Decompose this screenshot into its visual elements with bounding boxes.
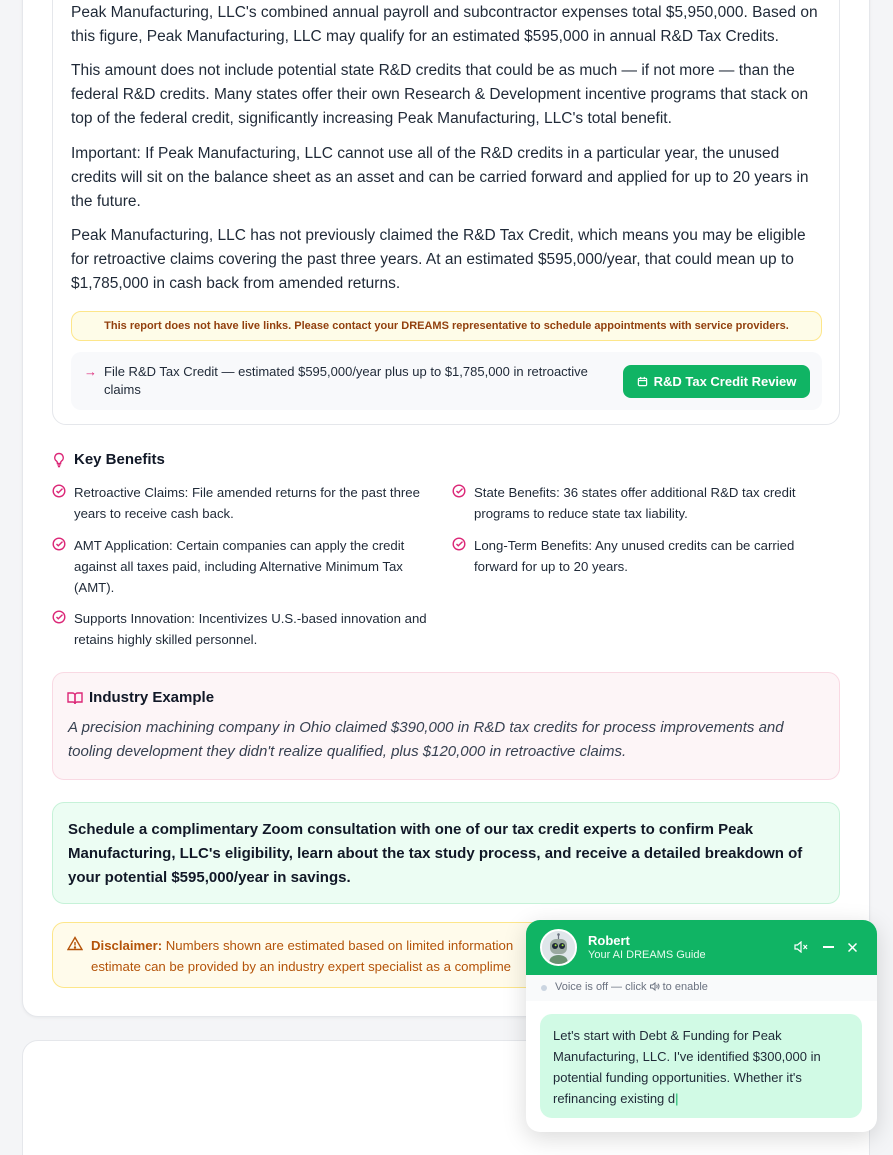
benefit-item: Long-Term Benefits: Any unused credits can be carried forward for up to 20 years. [474,538,795,574]
rd-tax-credit-review-button[interactable] [623,365,810,398]
disclaimer-body: Numbers shown are estimated based on limited information [165,938,514,953]
minimize-icon[interactable] [819,938,837,956]
industry-example-title: Industry Example [89,689,215,706]
chat-agent-subtitle: Your AI DREAMS Guide [588,949,706,961]
chat-message-text: Let's start with Debt & Funding for Peak Manufacturing, LLC. I've identified $300,000 in potential funding opportunities. Whether it's refinancing existing d [553,1028,821,1106]
mute-icon[interactable] [792,938,810,956]
book-open-icon [67,691,83,705]
consultation-box [52,802,840,904]
state-credits-paragraph: This amount does not include potential state R&D credits that could be as much — if not more — than the federal R&D credits. Many states offer their own Research & Development incentive programs that stack on top of the federal credit, significantly increasing Peak Manufacturing, LLC's total benefit. [71,62,809,127]
disclaimer-body-line2: estimate can be provided by an industry expert specialist as a complime [91,959,512,974]
industry-example-box [52,672,840,780]
rd-tax-credit-review-label: R&D Tax Credit Review [653,374,797,389]
robot-avatar [540,929,577,966]
close-icon[interactable] [843,938,861,956]
check-circle-icon [52,484,66,498]
summary-paragraph: Peak Manufacturing, LLC's combined annual payroll and subcontractor expenses total $5,950,000. Based on this figure, Peak Manufacturing, LLC may qualify for an estimated $595,000 in annual R&D Tax Credits. [71,4,818,45]
chat-agent-name: Robert [588,933,630,948]
benefit-item: State Benefits: 36 states offer additional R&D tax credit programs to reduce state tax liability. [474,485,796,521]
check-circle-icon [452,484,466,498]
carry-forward-paragraph: Important: If Peak Manufacturing, LLC cannot use all of the R&D credits in a particular year, the unused credits will sit on the balance sheet as an asset and can be carried forward and applied for up to 20 years in the future. [71,145,809,210]
robot-icon [542,931,575,964]
arrow-right-icon: → [84,364,97,379]
benefit-item: Supports Innovation: Incentivizes U.S.-based innovation and retains highly skilled personnel. [74,611,427,647]
check-circle-icon [452,537,466,551]
voice-status-suffix: to enable [662,981,708,993]
voice-status-dot [541,985,547,991]
consultation-text: Schedule a complimentary Zoom consultation with one of our tax credit experts to confirm Peak Manufacturing, LLC's eligibility, learn about the tax study process, and receive a detailed breakdown of your potential $595,000/year in savings. [68,821,803,886]
chat-message-bubble [540,1014,862,1118]
speaker-icon[interactable] [650,982,660,991]
warning-triangle-icon [67,936,83,951]
retroactive-paragraph: Peak Manufacturing, LLC has not previously claimed the R&D Tax Credit, which means you may be eligible for retroactive claims covering the past three years. At an estimated $595,000/year, that could mean up to $1,785,000 in cash back from amended returns. [71,227,806,292]
no-live-links-notice: This report does not have live links. Please contact your DREAMS representative to schedule appointments with service providers. [71,311,822,341]
voice-status-bar [526,975,877,1001]
key-benefits-title: Key Benefits [74,451,165,468]
calendar-icon [637,376,648,387]
disclaimer-label: Disclaimer: [91,938,163,953]
action-text: File R&D Tax Credit — estimated $595,000/year plus up to $1,785,000 in retroactive claims [104,364,588,397]
industry-example-text: A precision machining company in Ohio claimed $390,000 in R&D tax credits for process improvements and tooling development they didn't realize qualified, plus $120,000 in retroactive claims. [68,719,784,760]
action-row [71,352,822,410]
voice-status-prefix: Voice is off — click [555,981,647,993]
benefit-item: Retroactive Claims: File amended returns for the past three years to receive cash back. [74,485,420,521]
chat-header [526,920,877,975]
lightbulb-icon [52,452,66,468]
check-circle-icon [52,537,66,551]
typing-cursor: | [675,1091,679,1106]
check-circle-icon [52,610,66,624]
chat-widget [526,920,877,1132]
benefit-item: AMT Application: Certain companies can apply the credit against all taxes paid, including Alternative Minimum Tax (AMT). [74,538,405,595]
